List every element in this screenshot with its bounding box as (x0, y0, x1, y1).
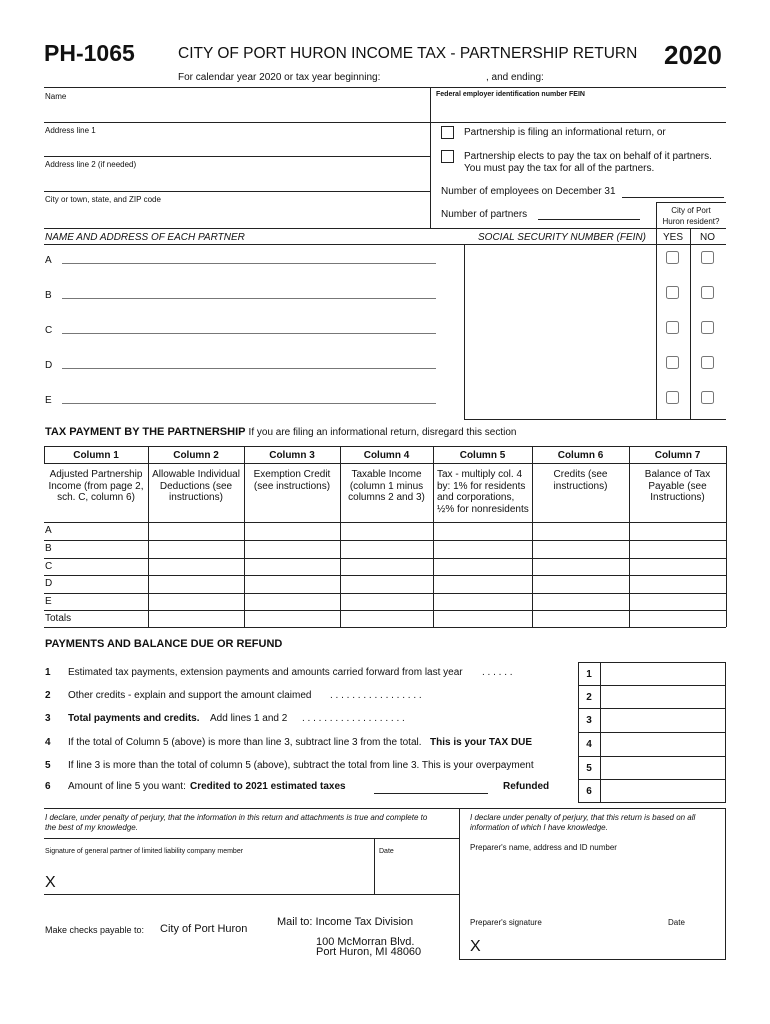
tax-cell-col7[interactable] (632, 612, 723, 625)
resident-label-2: Huron resident? (662, 217, 720, 226)
partner-name-input[interactable] (64, 354, 436, 367)
line-3-text2: Add lines 1 and 2 (210, 713, 288, 724)
partner-name-line (62, 403, 436, 404)
amount-box-rule (578, 756, 726, 757)
tax-row-label: E (45, 596, 52, 607)
line-6-credited-input[interactable] (374, 779, 488, 792)
payment-line-number: 2 (45, 690, 51, 701)
partner-resident-yes[interactable] (666, 356, 679, 369)
amount-box-bottom (578, 802, 726, 803)
line-4-text2: This is your TAX DUE (430, 737, 533, 748)
line-3-dots: . . . . . . . . . . . . . . . . . . . (302, 713, 405, 724)
tax-row-label: C (45, 561, 53, 572)
no-header: NO (700, 232, 715, 243)
column-7-description: Balance of Tax Payable (see Instructions) (644, 469, 711, 503)
column-5-description: Tax - multiply col. 4 by: 1% for residents and corporations, ½% for nonresidents (437, 469, 529, 515)
city-label: City or town, state, and ZIP code (45, 195, 161, 204)
tax-cell-col5[interactable] (436, 612, 529, 625)
tax-cell-col3[interactable] (247, 524, 337, 538)
partner-name-line (62, 333, 436, 334)
tax-cell-col5[interactable] (436, 560, 529, 573)
preparer-date-label: Date (668, 918, 685, 927)
tax-cell-col3[interactable] (247, 595, 337, 608)
address-divider (430, 122, 431, 228)
line-1-text: Estimated tax payments, extension payments and amounts carried forward from last year (68, 667, 463, 678)
line-3-text: Total payments and credits. (68, 713, 200, 724)
line-6-credited-label: Credited to 2021 estimated taxes (190, 781, 346, 792)
signature-date-input[interactable] (379, 875, 455, 891)
partner-resident-no[interactable] (701, 321, 714, 334)
partnership-elects-line2: You must pay the tax for all of the partners. (464, 163, 655, 174)
declaration-left: I declare, under penalty of perjury, that the information in this return and attachments is true and complete to the best of my knowledge. (45, 813, 428, 832)
tax-grid-row-rule (44, 558, 726, 559)
ssn-header: SOCIAL SECURITY NUMBER (FEIN) (478, 232, 646, 243)
tax-cell-col1[interactable] (66, 542, 144, 556)
partners-count-input[interactable] (538, 206, 638, 219)
address1-rule (44, 156, 430, 157)
name-label: Name (45, 92, 67, 101)
partner-name-input[interactable] (64, 284, 436, 297)
tax-grid-row-rule (44, 540, 726, 541)
tax-cell-col3[interactable] (247, 542, 337, 556)
line-1-amount-input[interactable] (604, 664, 722, 683)
address1-input[interactable] (46, 139, 426, 153)
column-4-description: Taxable Income (column 1 minus columns 2 and 3) (348, 469, 425, 503)
partnership-elects-checkbox[interactable] (441, 150, 454, 163)
tax-cell-col3[interactable] (247, 577, 337, 591)
signature-mid-divider (459, 808, 460, 959)
tax-grid-row-rule (44, 593, 726, 594)
mail-street: 100 McMorran Blvd. (316, 936, 415, 948)
preparer-info-input[interactable] (470, 856, 720, 906)
line-4-text: If the total of Column 5 (above) is more than line 3, subtract line 3 from the total. (68, 737, 422, 748)
tax-cell-col2[interactable] (151, 560, 241, 573)
column-6-header: Column 6 (557, 450, 604, 461)
declaration-right: I declare under penalty of perjury, that this return is based on all information of which I have knowledge. (470, 813, 696, 832)
resident-label-1: City of Port (671, 206, 711, 215)
period-end-label: , and ending: (486, 72, 544, 83)
name-input[interactable] (46, 104, 426, 118)
address2-rule (44, 191, 430, 192)
tax-cell-col7[interactable] (632, 524, 723, 538)
partner-name-line (62, 368, 436, 369)
tax-cell-col4[interactable] (343, 577, 430, 591)
line-5-amount-input[interactable] (604, 758, 722, 777)
tax-grid-header-rule (44, 463, 726, 464)
tax-cell-col6[interactable] (535, 612, 626, 625)
partner-name-header: NAME AND ADDRESS OF EACH PARTNER (45, 232, 245, 243)
partner-resident-yes[interactable] (666, 391, 679, 404)
amount-box-number: 2 (586, 692, 592, 703)
mail-city: Port Huron, MI 48060 (316, 946, 422, 958)
tax-cell-col1[interactable] (66, 577, 144, 591)
line-5-text: If line 3 is more than the total of column 5 (above), subtract the total from line 3. This is your overpayment (68, 760, 534, 771)
preparer-signature-label: Preparer's signature (470, 918, 542, 927)
partner-row-letter: A (45, 255, 52, 266)
period-begin-input[interactable] (386, 71, 482, 83)
employees-rule (622, 197, 724, 198)
partner-resident-yes[interactable] (666, 251, 679, 264)
period-end-input[interactable] (560, 71, 720, 83)
tax-cell-col6[interactable] (535, 595, 626, 608)
informational-return-checkbox[interactable] (441, 126, 454, 139)
amount-box-rule (578, 685, 726, 686)
period-begin-label: For calendar year 2020 or tax year beginning: (178, 72, 381, 83)
preparer-x-mark: X (470, 938, 481, 955)
signature-line (44, 894, 459, 895)
line-6-credited-rule (374, 793, 488, 794)
tax-cell-col7[interactable] (632, 560, 723, 573)
yes-no-divider (690, 228, 691, 419)
tax-payment-heading (45, 426, 516, 438)
address2-input[interactable] (46, 173, 426, 187)
amount-box-rule (578, 662, 726, 663)
line-6-amount-input[interactable] (604, 781, 722, 800)
address2-label: Address line 2 (if needed) (45, 160, 137, 169)
line-2-amount-input[interactable] (604, 687, 722, 706)
partner-row-letter: B (45, 290, 52, 301)
tax-grid-col-rule (340, 446, 341, 627)
address1-label: Address line 1 (45, 126, 96, 135)
name-fein-divider (430, 87, 431, 122)
column-3-description: Exemption Credit (see instructions) (253, 469, 331, 492)
resident-box-left (656, 202, 657, 419)
tax-cell-col1[interactable] (66, 612, 144, 625)
tax-payment-title: TAX PAYMENT BY THE PARTNERSHIP (45, 426, 246, 438)
partner-resident-no[interactable] (701, 251, 714, 264)
tax-grid-col-rule (244, 446, 245, 627)
tax-row-label: D (45, 578, 53, 589)
header-rule (44, 87, 726, 88)
line-6-refunded-label: Refunded (503, 781, 550, 792)
tax-cell-col4[interactable] (343, 542, 430, 556)
amount-box-number: 5 (586, 763, 592, 774)
amount-box-rule (578, 779, 726, 780)
tax-year: 2020 (664, 40, 722, 70)
tax-cell-col4[interactable] (343, 560, 430, 573)
tax-cell-col5[interactable] (436, 524, 529, 538)
city-input[interactable] (46, 208, 426, 222)
payment-line-number: 6 (45, 781, 51, 792)
signer-label: Signature of general partner of limited liability company member (45, 848, 244, 855)
tax-cell-col3[interactable] (247, 560, 337, 573)
column-2-header: Column 2 (173, 450, 219, 461)
fein-label: Federal employer identification number FEIN (436, 91, 585, 98)
payment-line-number: 1 (45, 667, 51, 678)
tax-cell-col3[interactable] (247, 612, 337, 625)
partner-resident-no[interactable] (701, 356, 714, 369)
tax-cell-col4[interactable] (343, 595, 430, 608)
resident-box-top (656, 202, 726, 203)
tax-grid-col-rule (629, 446, 630, 627)
tax-cell-col2[interactable] (151, 595, 241, 608)
mail-to-label: Mail to: Income Tax Division (277, 916, 414, 928)
tax-cell-col7[interactable] (632, 595, 723, 608)
preparer-bottom-rule (459, 959, 726, 960)
employees-label: Number of employees on December 31 (441, 186, 616, 197)
partners-label: Number of partners (441, 209, 528, 220)
tax-grid-top (44, 446, 726, 447)
column-1-header: Column 1 (73, 450, 119, 461)
tax-cell-col5[interactable] (436, 542, 529, 556)
partners-table-top (44, 228, 726, 229)
column-3-header: Column 3 (269, 450, 315, 461)
partners-rule (538, 219, 640, 220)
partner-ssn-input[interactable] (468, 249, 652, 263)
tax-cell-col2[interactable] (151, 577, 241, 591)
partner-name-input[interactable] (64, 249, 436, 262)
partner-row-letter: C (45, 325, 53, 336)
partner-resident-yes[interactable] (666, 321, 679, 334)
yes-header: YES (663, 232, 684, 243)
signature-sub-rule (44, 838, 459, 839)
signature-right-border (725, 808, 726, 959)
column-7-header: Column 7 (654, 450, 701, 461)
checks-payable-label: Make checks payable to: (45, 925, 145, 935)
column-2-description: Allowable Individual Deductions (see instructions) (152, 469, 240, 503)
amount-box-rule (578, 732, 726, 733)
partner-row-letter: E (45, 395, 52, 406)
tax-cell-col1[interactable] (66, 560, 144, 573)
payment-line-number: 4 (45, 737, 51, 748)
line-2-text: Other credits - explain and support the amount claimed (68, 690, 312, 701)
tax-cell-col1[interactable] (66, 524, 144, 538)
signature-date-divider (374, 838, 375, 894)
tax-cell-col2[interactable] (151, 524, 241, 538)
tax-cell-col2[interactable] (151, 542, 241, 556)
fein-input[interactable] (436, 104, 722, 118)
partner-ssn-input[interactable] (468, 319, 652, 333)
amount-box-number: 3 (586, 715, 592, 726)
amount-box-number: 4 (586, 739, 592, 750)
column-4-header: Column 4 (363, 450, 410, 461)
form-id: PH-1065 (44, 40, 135, 66)
partnership-elects-line1: Partnership elects to pay the tax on behalf of it partners. (464, 151, 712, 162)
name-rule (44, 122, 726, 123)
payment-line-number: 5 (45, 760, 51, 771)
column-5-header: Column 5 (459, 450, 506, 461)
tax-cell-col4[interactable] (343, 524, 430, 538)
tax-grid-col-rule (433, 446, 434, 627)
partners-header-rule (44, 244, 726, 245)
tax-cell-col6[interactable] (535, 560, 626, 573)
amount-box-number: 6 (586, 786, 592, 797)
signer-date-label: Date (379, 848, 394, 855)
tax-cell-col5[interactable] (436, 577, 529, 591)
amount-box-rule (578, 708, 726, 709)
informational-return-label: Partnership is filing an informational return, or (464, 127, 666, 138)
line-6-text: Amount of line 5 you want: (68, 781, 186, 792)
tax-cell-col4[interactable] (343, 612, 430, 625)
partner-ssn-input[interactable] (468, 389, 652, 403)
partner-name-input[interactable] (64, 319, 436, 332)
amount-box-number: 1 (586, 669, 592, 680)
partner-name-input[interactable] (64, 389, 436, 402)
partner-name-line (62, 298, 436, 299)
tax-cell-col5[interactable] (436, 595, 529, 608)
column-1-description: Adjusted Partnership Income (from page 2, sch. C, column 6) (48, 469, 144, 503)
preparer-date-input[interactable] (664, 940, 722, 956)
preparer-name-label: Preparer's name, address and ID number (470, 843, 617, 852)
tax-cell-col7[interactable] (632, 542, 723, 556)
tax-grid-row-rule (44, 522, 726, 523)
preparer-signature-input[interactable] (486, 940, 656, 956)
employees-input[interactable] (622, 184, 722, 197)
tax-cell-col1[interactable] (66, 595, 144, 608)
signature-x-mark: X (45, 874, 56, 891)
ssn-left-divider (464, 244, 465, 419)
tax-cell-col6[interactable] (535, 542, 626, 556)
tax-cell-col6[interactable] (535, 524, 626, 538)
line-1-dots: . . . . . . (482, 667, 513, 678)
tax-row-label: Totals (45, 613, 72, 624)
signature-input[interactable] (62, 875, 368, 891)
partner-name-line (62, 263, 436, 264)
tax-cell-col7[interactable] (632, 577, 723, 591)
partner-row-letter: D (45, 360, 53, 371)
checks-payee: City of Port Huron (160, 923, 248, 935)
tax-cell-col2[interactable] (151, 612, 241, 625)
tax-grid-bottom (44, 627, 726, 628)
partner-resident-no[interactable] (701, 391, 714, 404)
tax-grid-col-rule (532, 446, 533, 627)
tax-grid-row-rule (44, 575, 726, 576)
tax-grid-col-rule (726, 446, 727, 627)
tax-grid-row-rule (44, 610, 726, 611)
tax-payment-subtitle: If you are filing an informational return, disregard this section (248, 427, 517, 438)
tax-cell-col6[interactable] (535, 577, 626, 591)
line-3-amount-input[interactable] (604, 710, 722, 730)
tax-grid-col-rule (148, 446, 149, 627)
partner-resident-yes[interactable] (666, 286, 679, 299)
partner-ssn-input[interactable] (468, 354, 652, 368)
payments-title: PAYMENTS AND BALANCE DUE OR REFUND (45, 638, 283, 650)
signature-top-rule (44, 808, 726, 809)
partner-resident-no[interactable] (701, 286, 714, 299)
partners-table-bottom (464, 419, 726, 420)
column-6-description: Credits (see instructions) (553, 469, 608, 492)
payment-line-number: 3 (45, 713, 51, 724)
line-4-amount-input[interactable] (604, 734, 722, 754)
partner-ssn-input[interactable] (468, 284, 652, 298)
tax-row-label: A (45, 525, 52, 536)
tax-row-label: B (45, 543, 52, 554)
line-2-dots: . . . . . . . . . . . . . . . . . (330, 690, 422, 701)
form-title: CITY OF PORT HURON INCOME TAX - PARTNERSHIP RETURN (178, 45, 638, 62)
